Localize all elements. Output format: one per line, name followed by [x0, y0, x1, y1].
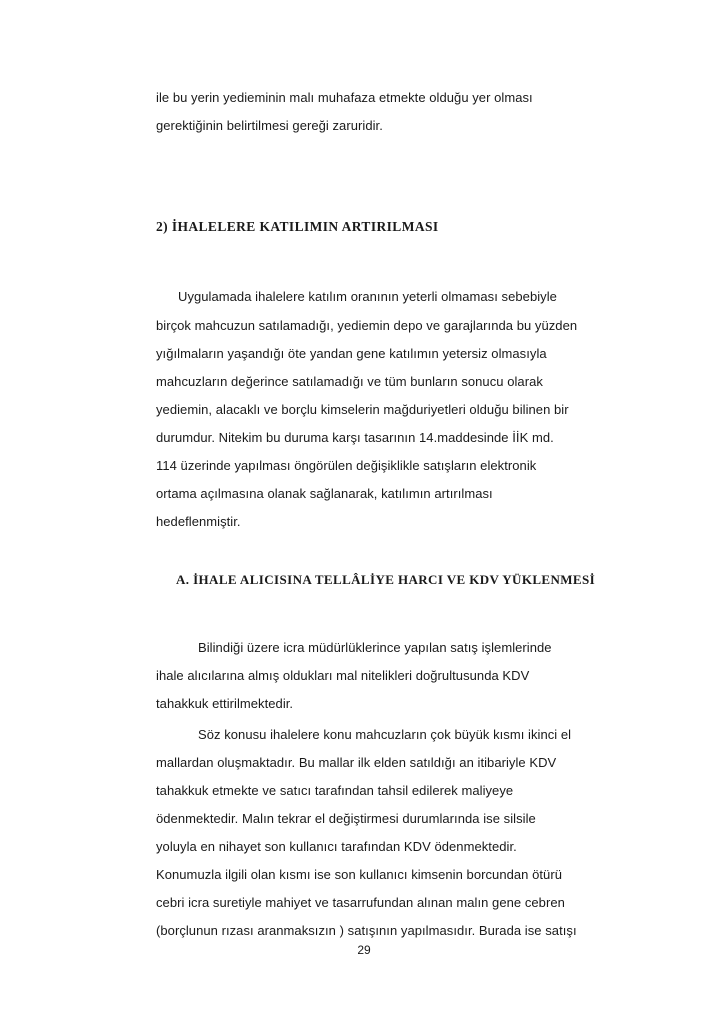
paragraph-line: ödenmektedir. Malın tekrar el değiştirmesi durumlarında ise silsile: [156, 811, 536, 826]
paragraph-line: tahakkuk ettirilmektedir.: [156, 696, 294, 711]
paragraph-line: hedeflenmiştir.: [156, 514, 241, 529]
paragraph-line: cebri icra suretiyle mahiyet ve tasarrufundan alınan malın gene cebren: [156, 895, 565, 910]
paragraph-line: Uygulamada ihalelere katılım oranının yeterli olmaması sebebiyle: [178, 289, 557, 304]
paragraph-line: Bilindiği üzere icra müdürlüklerince yapılan satış işlemlerinde: [198, 640, 552, 655]
paragraph-line: (borçlunun rızası aranmaksızın ) satışının yapılmasıdır. Burada ise satışı: [156, 923, 577, 938]
paragraph-line: ortama açılmasına olanak sağlanarak, katılımın artırılması: [156, 486, 493, 501]
intro-line: gerektiğinin belirtilmesi gereği zaruridir.: [156, 118, 383, 133]
page-number: 29: [357, 943, 371, 957]
paragraph-line: mahcuzların değerince satılamadığı ve tüm bunların sonucu olarak: [156, 374, 543, 389]
paragraph-line: Konumuzla ilgili olan kısmı ise son kullanıcı kimsenin borcundan ötürü: [156, 867, 562, 882]
paragraph-line: birçok mahcuzun satılamadığı, yediemin depo ve garajlarında bu yüzden: [156, 318, 578, 333]
paragraph-line: mallardan oluşmaktadır. Bu mallar ilk elden satıldığı an itibariyle KDV: [156, 755, 557, 770]
paragraph-line: tahakkuk etmekte ve satıcı tarafından tahsil edilerek maliyeye: [156, 783, 514, 798]
paragraph-line: durumdur. Nitekim bu duruma karşı tasarının 14.maddesinde İİK md.: [156, 430, 554, 445]
paragraph-line: 114 üzerinde yapılması öngörülen değişiklikle satışların elektronik: [156, 458, 537, 473]
paragraph-line: yoluyla en nihayet son kullanıcı tarafından KDV ödenmektedir.: [156, 839, 517, 854]
section-heading: 2) İHALELERE KATILIMIN ARTIRILMASI: [156, 219, 439, 234]
intro-line: ile bu yerin yedieminin malı muhafaza etmekte olduğu yer olması: [156, 90, 533, 105]
paragraph-line: yediemin, alacaklı ve borçlu kimselerin mağduriyetleri olduğu bilinen bir: [156, 402, 569, 417]
paragraph-line: ihale alıcılarına almış oldukları mal nitelikleri doğrultusunda KDV: [156, 668, 530, 683]
paragraph-line: Söz konusu ihalelere konu mahcuzların çok büyük kısmı ikinci el: [198, 727, 572, 742]
paragraph-line: yığılmaların yaşandığı öte yandan gene katılımın yetersiz olmasıyla: [156, 346, 547, 361]
subsection-heading: A. İHALE ALICISINA TELLÂLİYE HARCI VE KDV YÜKLENMESİ: [176, 572, 596, 587]
